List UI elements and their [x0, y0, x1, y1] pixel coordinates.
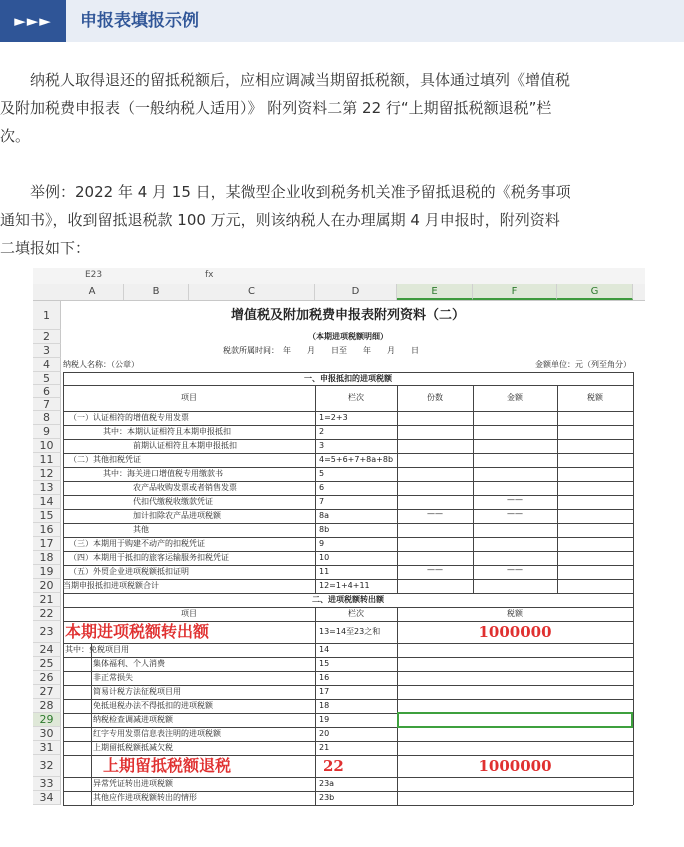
table-border [63, 805, 633, 806]
col-header-tax: 税额 [507, 609, 523, 618]
table-border [63, 425, 633, 426]
col-header-line: 栏次 [348, 609, 364, 618]
row-item-label: 其他 [133, 525, 149, 534]
paragraph-line: 举例：2022 年 4 月 15 日，某微型企业收到税务机关准予留抵退税的《税务事项 [30, 183, 571, 201]
table-border [63, 643, 633, 644]
row-item-label: 其中：海关进口增值税专用缴款书 [103, 469, 223, 478]
row-line-number: 7 [319, 497, 325, 506]
column-header-f[interactable]: F [473, 284, 557, 300]
row-line-number: 8b [319, 525, 330, 534]
row-header-8[interactable]: 8 [33, 411, 61, 425]
row-item-label: 当期申报抵扣进项税额合计 [63, 581, 159, 590]
form-subtitle: （本期进项税额明细） [308, 332, 388, 341]
row-header-7[interactable]: 7 [33, 398, 61, 411]
row-header-28[interactable]: 28 [33, 699, 61, 713]
col-header-line: 栏次 [348, 393, 364, 402]
intro-paragraph [0, 66, 684, 150]
table-border [63, 385, 633, 386]
table-border [473, 385, 474, 593]
row-line-number: 4=5+6+7+8a+8b [319, 455, 394, 464]
table-border [63, 777, 633, 778]
row-line-number: 11 [319, 567, 330, 576]
paragraph-line: 纳税人取得退还的留抵税额后，应相应调减当期留抵税额，具体通过填列《增值税 [30, 71, 571, 89]
table-border [315, 607, 316, 805]
table-border [63, 509, 633, 510]
table-border [63, 551, 633, 552]
row-line-number: 3 [319, 441, 325, 450]
row-line-number: 23b [319, 793, 335, 802]
table-border [63, 593, 633, 594]
row-header-17[interactable]: 17 [33, 537, 61, 551]
table-border [63, 565, 633, 566]
section-title: 申报表填报示例 [80, 11, 199, 31]
row-header-13[interactable]: 13 [33, 481, 61, 495]
row-item-label: 其他应作进项税额转出的情形 [93, 793, 197, 802]
row-line-number: 1=2+3 [319, 413, 348, 422]
table-border [63, 741, 633, 742]
row-item-label: 加计扣除农产品进项税额 [133, 511, 221, 520]
col-header-item: 项目 [181, 609, 197, 618]
row-line-number: 6 [319, 483, 325, 492]
row-header-30[interactable]: 30 [33, 727, 61, 741]
row-item-label: （五）外贸企业进项税额抵扣证明 [69, 567, 189, 576]
spreadsheet-screenshot [33, 268, 645, 834]
row-header-5[interactable]: 5 [33, 372, 61, 385]
table-border [63, 537, 633, 538]
row-item-label: （二）其他扣税凭证 [69, 455, 141, 464]
row-header-18[interactable]: 18 [33, 551, 61, 565]
example-paragraph [0, 178, 684, 262]
row-header-32[interactable]: 32 [33, 755, 61, 777]
column-header-b[interactable]: B [124, 284, 189, 300]
section-title-2: 二、进项税额转出额 [312, 595, 384, 604]
row-header-34[interactable]: 34 [33, 791, 61, 805]
row-item-label: （四）本期用于抵扣的旅客运输服务扣税凭证 [69, 553, 229, 562]
paragraph-line: 次。 [0, 127, 31, 145]
row-header-12[interactable]: 12 [33, 467, 61, 481]
taxpayer-name-label: 纳税人名称：（公章） [63, 360, 139, 369]
cell-reference: E23 [85, 270, 103, 280]
row-item-label: 简易计税方法征税项目用 [93, 687, 181, 696]
table-border [63, 481, 633, 482]
section-header [0, 0, 684, 42]
form-title: 增值税及附加税费申报表附列资料（二） [230, 308, 465, 323]
row-line-number: 15 [319, 659, 330, 668]
row-header-33[interactable]: 33 [33, 777, 61, 791]
table-border [63, 657, 633, 658]
table-border [63, 372, 633, 373]
column-header-c[interactable]: C [189, 284, 315, 300]
row-line-number: 17 [319, 687, 330, 696]
row-line-number: 19 [319, 715, 330, 724]
row-header-22[interactable]: 22 [33, 607, 61, 621]
column-header-d[interactable]: D [315, 284, 397, 300]
row-header-16[interactable]: 16 [33, 523, 61, 537]
row-header-15[interactable]: 15 [33, 509, 61, 523]
row-header-19[interactable]: 19 [33, 565, 61, 579]
row-item-label: 非正常损失 [93, 673, 133, 682]
table-border [63, 621, 633, 622]
row-line-number: 20 [319, 729, 330, 738]
not-applicable-dash: —— [507, 509, 523, 518]
row-item-label: （一）认证相符的增值税专用发票 [69, 413, 189, 422]
table-border [397, 385, 398, 593]
row-item-label: 上期留抵税额退税 [103, 756, 232, 775]
not-applicable-dash: —— [427, 565, 443, 574]
table-border [63, 671, 633, 672]
row-item-label: 其中：免税项目用 [65, 645, 129, 654]
col-header-count: 份数 [427, 393, 443, 402]
row-header-1[interactable]: 1 [33, 301, 61, 330]
row-item-label: （三）本期用于购建不动产的扣税凭证 [69, 539, 205, 548]
row-line-number: 12=1+4+11 [319, 581, 370, 590]
row-header-29[interactable]: 29 [33, 713, 61, 727]
row-header-2[interactable]: 2 [33, 330, 61, 344]
row-item-label: 红字专用发票信息表注明的进项税额 [93, 729, 221, 738]
table-border [63, 755, 633, 756]
column-header-g[interactable]: G [557, 284, 633, 300]
row-header-21[interactable]: 21 [33, 593, 61, 607]
row-line-number: 8a [319, 511, 329, 520]
column-header-e[interactable]: E [397, 284, 473, 300]
arrow-icon: ►►► [0, 0, 66, 42]
table-border [63, 439, 633, 440]
col-header-item: 项目 [181, 393, 197, 402]
tax-period-label: 税款所属时间： 年 月 日至 年 月 日 [223, 346, 419, 355]
not-applicable-dash: —— [507, 495, 523, 504]
row-header-10[interactable]: 10 [33, 439, 61, 453]
table-border [397, 607, 398, 805]
table-border [63, 523, 633, 524]
table-border [63, 495, 633, 496]
table-border [63, 453, 633, 454]
column-header-a[interactable]: A [61, 284, 124, 300]
row-line-number: 13=14至23之和 [319, 627, 381, 636]
row-line-number: 14 [319, 645, 330, 654]
paragraph-line: 二填报如下： [0, 239, 91, 257]
table-border [91, 643, 92, 805]
selected-cell[interactable] [397, 712, 633, 728]
row-line-number: 22 [323, 757, 344, 775]
formula-bar-fragment [33, 268, 645, 284]
row-line-number: 10 [319, 553, 330, 562]
not-applicable-dash: —— [427, 509, 443, 518]
table-border [63, 411, 633, 412]
row-line-number: 18 [319, 701, 330, 710]
row-item-label: 集体福利、个人消费 [93, 659, 165, 668]
col-header-amount: 金额 [507, 393, 523, 402]
not-applicable-dash: —— [507, 565, 523, 574]
row-item-label: 其中：本期认证相符且本期申报抵扣 [103, 427, 231, 436]
row-header-23[interactable]: 23 [33, 621, 61, 643]
table-border [63, 579, 633, 580]
table-border [63, 467, 633, 468]
row-item-label: 纳税检查调减进项税额 [93, 715, 173, 724]
paragraph-line: 及附加税费申报表（一般纳税人适用）》 附列资料二第 22 行“上期留抵税额退税”栏 [0, 99, 552, 117]
row-line-number: 16 [319, 673, 330, 682]
row-line-number: 23a [319, 779, 335, 788]
row-item-label: 上期留抵税额抵减欠税 [93, 743, 173, 752]
row-header-20[interactable]: 20 [33, 579, 61, 593]
row-header-27[interactable]: 27 [33, 685, 61, 699]
row-item-label: 免抵退税办法不得抵扣的进项税额 [93, 701, 213, 710]
row-header-9[interactable]: 9 [33, 425, 61, 439]
paragraph-line: 通知书》，收到留抵退税款 100 万元，则该纳税人在办理属期 4 月申报时，附列资料 [0, 211, 560, 229]
row-item-label: 农产品收购发票或者销售发票 [133, 483, 237, 492]
fx-icon: fx [205, 270, 214, 280]
row-header-14[interactable]: 14 [33, 495, 61, 509]
table-border [63, 791, 633, 792]
row-header-6[interactable]: 6 [33, 385, 61, 398]
table-border [63, 607, 633, 608]
row-line-number: 21 [319, 743, 330, 752]
table-border [315, 385, 316, 593]
row-header-3[interactable]: 3 [33, 344, 61, 358]
row-header-25[interactable]: 25 [33, 657, 61, 671]
row-item-label: 前期认证相符且本期申报抵扣 [133, 441, 237, 450]
row-header-11[interactable]: 11 [33, 453, 61, 467]
row-header-24[interactable]: 24 [33, 643, 61, 657]
tax-amount: 1000000 [478, 757, 552, 775]
amount-unit-label: 金额单位：元（列至角分） [535, 360, 631, 369]
col-header-tax: 税额 [587, 393, 603, 402]
row-header-26[interactable]: 26 [33, 671, 61, 685]
row-line-number: 9 [319, 539, 325, 548]
tax-amount: 1000000 [478, 623, 552, 641]
row-item-label: 代扣代缴税收缴款凭证 [133, 497, 213, 506]
table-border [63, 699, 633, 700]
column-header-bar [33, 284, 645, 301]
row-header-31[interactable]: 31 [33, 741, 61, 755]
table-border [633, 372, 634, 805]
row-header-4[interactable]: 4 [33, 358, 61, 372]
row-item-label: 异常凭证转出进项税额 [93, 779, 173, 788]
row-item-label: 本期进项税额转出额 [65, 622, 210, 641]
row-line-number: 2 [319, 427, 325, 436]
section-title-1: 一、申报抵扣的进项税额 [304, 374, 392, 383]
table-border [557, 385, 558, 593]
row-line-number: 5 [319, 469, 325, 478]
table-border [63, 685, 633, 686]
